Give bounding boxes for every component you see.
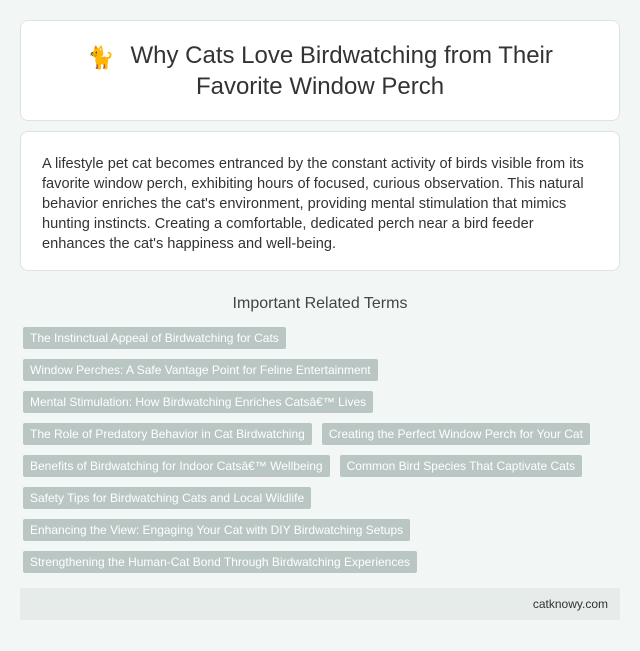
term-tag[interactable]: Creating the Perfect Window Perch for Your Cat (322, 423, 590, 445)
term-tag[interactable]: Strengthening the Human-Cat Bond Through Birdwatching Experiences (23, 551, 417, 573)
page-title (61, 41, 579, 101)
cat-icon: 🐈 (87, 44, 115, 70)
term-tag[interactable]: Window Perches: A Safe Vantage Point for Feline Entertainment (23, 359, 378, 381)
term-tag[interactable]: Enhancing the View: Engaging Your Cat with DIY Birdwatching Setups (23, 519, 410, 541)
term-tag[interactable]: Mental Stimulation: How Birdwatching Enriches Catsâ€™ Lives (23, 391, 373, 413)
term-tag[interactable]: Benefits of Birdwatching for Indoor Catsâ€™ Wellbeing (23, 455, 330, 477)
term-tag[interactable]: The Instinctual Appeal of Birdwatching for Cats (23, 327, 286, 349)
term-tag[interactable]: Common Bird Species That Captivate Cats (340, 455, 583, 477)
title-card (20, 20, 620, 121)
page-title-text: Why Cats Love Birdwatching from Their Favorite Window Perch (130, 41, 553, 100)
term-tag[interactable]: The Role of Predatory Behavior in Cat Birdwatching (23, 423, 312, 445)
footer (20, 588, 620, 620)
related-terms-heading: Important Related Terms (232, 295, 408, 312)
summary-card (20, 131, 620, 271)
summary-text: A lifestyle pet cat becomes entranced by the constant activity of birds visible from its favorite window perch, exhibiting hours of focused, curious observation. This natural behavior enriches the cat's environment, providing mental stimulation that mimics hunting instincts. Creating a comfortable, dedicated perch near a bird feeder enhances the cat's happiness and well-being. (42, 156, 584, 252)
related-terms-list (20, 327, 600, 573)
footer-site[interactable]: catknowy.com (532, 597, 608, 611)
term-tag[interactable]: Safety Tips for Birdwatching Cats and Local Wildlife (23, 487, 311, 509)
